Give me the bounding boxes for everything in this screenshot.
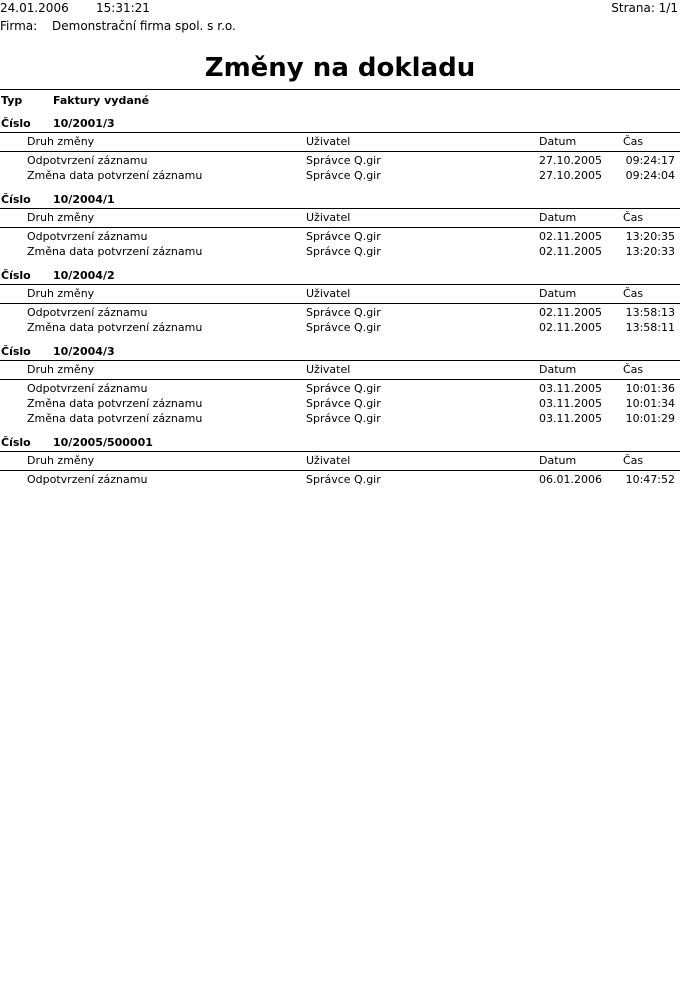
- type-value: Faktury vydané: [53, 94, 150, 107]
- column-header-kind: Druh změny: [27, 211, 95, 224]
- table-row: [0, 381, 680, 396]
- table-row: [0, 396, 680, 411]
- section-header: [0, 434, 680, 451]
- column-header-time: Čas: [623, 287, 644, 300]
- column-header-kind: Druh změny: [27, 454, 95, 467]
- change-kind: Odpotvrzení záznamu: [27, 230, 148, 243]
- firm-label: Firma:: [0, 19, 38, 33]
- change-user: Správce Q.gir: [306, 321, 381, 334]
- change-user: Správce Q.gir: [306, 245, 381, 258]
- section-header: [0, 267, 680, 284]
- change-date: 03.11.2005: [539, 397, 602, 410]
- change-time: 13:20:35: [625, 230, 675, 243]
- print-date: 24.01.2006: [0, 1, 69, 15]
- document-section: [0, 191, 680, 259]
- change-time: 13:58:13: [625, 306, 675, 319]
- column-header-date: Datum: [539, 287, 577, 300]
- change-date: 03.11.2005: [539, 412, 602, 425]
- change-time: 13:58:11: [625, 321, 675, 334]
- column-headers: [0, 451, 680, 471]
- change-time: 10:47:52: [625, 473, 675, 486]
- column-header-time: Čas: [623, 135, 644, 148]
- column-header-kind: Druh změny: [27, 287, 95, 300]
- change-user: Správce Q.gir: [306, 169, 381, 182]
- change-user: Správce Q.gir: [306, 412, 381, 425]
- number-label: Číslo: [1, 117, 31, 130]
- firm-name: Demonstrační firma spol. s r.o.: [52, 19, 236, 33]
- column-headers: [0, 360, 680, 380]
- change-kind: Změna data potvrzení záznamu: [27, 397, 203, 410]
- change-date: 27.10.2005: [539, 169, 602, 182]
- column-header-date: Datum: [539, 363, 577, 376]
- document-number: 10/2005/500001: [53, 436, 153, 449]
- report-title: Změny na dokladu: [204, 53, 476, 83]
- column-header-date: Datum: [539, 211, 577, 224]
- column-headers: [0, 284, 680, 304]
- change-time: 09:24:17: [625, 154, 675, 167]
- document-number: 10/2004/3: [53, 345, 115, 358]
- change-sections: [0, 115, 680, 487]
- change-date: 02.11.2005: [539, 321, 602, 334]
- table-row: [0, 305, 680, 320]
- change-user: Správce Q.gir: [306, 397, 381, 410]
- change-rows: [0, 152, 680, 183]
- column-header-time: Čas: [623, 211, 644, 224]
- document-number: 10/2001/3: [53, 117, 115, 130]
- change-kind: Změna data potvrzení záznamu: [27, 169, 203, 182]
- change-date: 03.11.2005: [539, 382, 602, 395]
- page-number: Strana: 1/1: [611, 1, 678, 15]
- document-number: 10/2004/1: [53, 193, 115, 206]
- change-date: 02.11.2005: [539, 230, 602, 243]
- change-kind: Odpotvrzení záznamu: [27, 154, 148, 167]
- column-header-date: Datum: [539, 135, 577, 148]
- change-user: Správce Q.gir: [306, 306, 381, 319]
- number-label: Číslo: [1, 345, 31, 358]
- divider: [0, 89, 680, 90]
- table-row: [0, 168, 680, 183]
- column-header-time: Čas: [623, 454, 644, 467]
- document-type-row: [0, 94, 680, 108]
- section-header: [0, 115, 680, 132]
- document-section: [0, 343, 680, 426]
- column-header-user: Uživatel: [306, 211, 351, 224]
- change-time: 10:01:36: [625, 382, 675, 395]
- document-section: [0, 267, 680, 335]
- change-date: 02.11.2005: [539, 306, 602, 319]
- column-header-user: Uživatel: [306, 363, 351, 376]
- change-kind: Změna data potvrzení záznamu: [27, 245, 203, 258]
- column-header-user: Uživatel: [306, 287, 351, 300]
- change-date: 02.11.2005: [539, 245, 602, 258]
- change-date: 27.10.2005: [539, 154, 602, 167]
- column-headers: [0, 132, 680, 152]
- column-headers: [0, 208, 680, 228]
- table-row: [0, 411, 680, 426]
- change-user: Správce Q.gir: [306, 473, 381, 486]
- change-time: 10:01:34: [625, 397, 675, 410]
- table-row: [0, 153, 680, 168]
- column-header-time: Čas: [623, 363, 644, 376]
- change-kind: Odpotvrzení záznamu: [27, 306, 148, 319]
- document-number: 10/2004/2: [53, 269, 115, 282]
- section-header: [0, 191, 680, 208]
- section-header: [0, 343, 680, 360]
- column-header-user: Uživatel: [306, 135, 351, 148]
- change-kind: Odpotvrzení záznamu: [27, 382, 148, 395]
- change-rows: [0, 380, 680, 426]
- number-label: Číslo: [1, 269, 31, 282]
- change-time: 10:01:29: [625, 412, 675, 425]
- number-label: Číslo: [1, 436, 31, 449]
- document-section: [0, 115, 680, 183]
- change-kind: Odpotvrzení záznamu: [27, 473, 148, 486]
- table-row: [0, 472, 680, 487]
- change-rows: [0, 228, 680, 259]
- change-date: 06.01.2006: [539, 473, 602, 486]
- change-kind: Změna data potvrzení záznamu: [27, 412, 203, 425]
- change-user: Správce Q.gir: [306, 382, 381, 395]
- change-rows: [0, 304, 680, 335]
- column-header-date: Datum: [539, 454, 577, 467]
- type-label: Typ: [1, 94, 23, 107]
- report-header-line-1: [0, 1, 69, 15]
- document-section: [0, 434, 680, 487]
- print-time: 15:31:21: [96, 1, 150, 15]
- table-row: [0, 229, 680, 244]
- change-time: 13:20:33: [625, 245, 675, 258]
- table-row: [0, 244, 680, 259]
- change-kind: Změna data potvrzení záznamu: [27, 321, 203, 334]
- change-user: Správce Q.gir: [306, 230, 381, 243]
- number-label: Číslo: [1, 193, 31, 206]
- column-header-kind: Druh změny: [27, 135, 95, 148]
- change-rows: [0, 471, 680, 487]
- column-header-user: Uživatel: [306, 454, 351, 467]
- change-user: Správce Q.gir: [306, 154, 381, 167]
- table-row: [0, 320, 680, 335]
- column-header-kind: Druh změny: [27, 363, 95, 376]
- change-time: 09:24:04: [625, 169, 675, 182]
